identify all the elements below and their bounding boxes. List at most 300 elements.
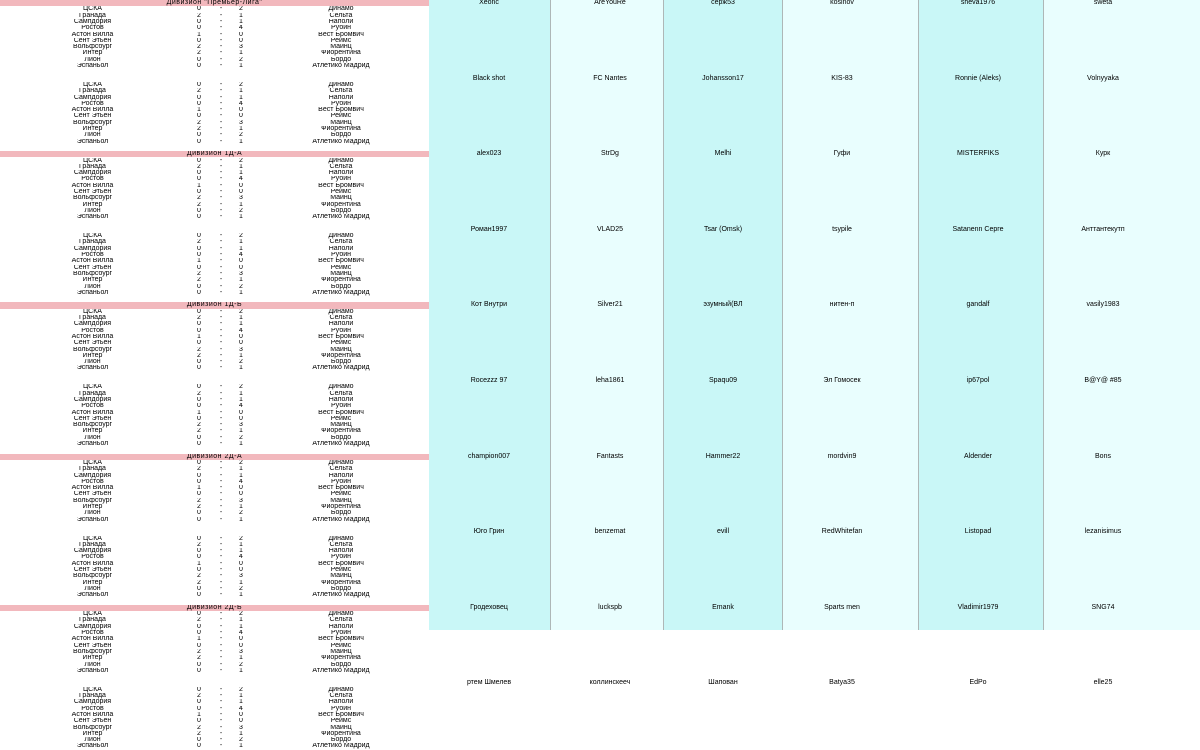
- away-team: Сельта: [329, 390, 353, 397]
- home-score: 0: [197, 233, 201, 240]
- player-name: elle25: [1093, 679, 1113, 687]
- score-dash: -: [219, 504, 223, 510]
- home-score: 0: [197, 535, 201, 542]
- player-name: tsypile: [832, 225, 852, 233]
- away-score: 0: [239, 642, 243, 649]
- home-score: 0: [197, 176, 201, 183]
- away-score: 1: [239, 170, 243, 177]
- home-score: 2: [197, 119, 201, 126]
- away-team: Наполи: [328, 623, 354, 630]
- home-score: 0: [197, 441, 201, 447]
- away-team: Сельта: [329, 541, 353, 548]
- away-team: Рубин: [330, 176, 352, 183]
- score-dash: -: [219, 6, 223, 13]
- away-team: Динамо: [328, 157, 354, 164]
- score-dash: -: [219, 56, 223, 63]
- home-score: 0: [197, 37, 201, 44]
- score-dash: -: [219, 466, 223, 473]
- score-dash: -: [219, 44, 223, 51]
- home-team: ЦСКА: [83, 611, 102, 618]
- away-score: 4: [239, 478, 243, 485]
- home-team: Сент Этьен: [73, 113, 112, 120]
- away-score: 1: [239, 321, 243, 328]
- score-dash: -: [219, 422, 223, 429]
- home-team: Астон Вилла: [71, 258, 114, 265]
- home-team: Астон Вилла: [71, 711, 114, 718]
- away-score: 2: [239, 737, 243, 744]
- away-score: 1: [239, 504, 243, 510]
- home-score: 2: [197, 617, 201, 624]
- score-dash: -: [219, 630, 223, 636]
- away-score: 1: [239, 126, 243, 132]
- home-team: Ростов: [81, 100, 104, 107]
- away-score: 2: [239, 686, 243, 693]
- away-score: 1: [239, 579, 243, 586]
- away-team: Фиорентина: [321, 428, 361, 435]
- home-score: 0: [197, 365, 201, 372]
- player-name: Silver21: [597, 301, 623, 309]
- away-score: 1: [239, 667, 243, 674]
- away-team: Фиорентина: [321, 126, 361, 132]
- home-team: Ростов: [81, 554, 104, 561]
- away-score: 3: [239, 724, 243, 731]
- home-score: 2: [197, 724, 201, 731]
- away-score: 1: [239, 541, 243, 548]
- away-score: 2: [239, 661, 243, 668]
- home-team: Лион: [84, 585, 101, 592]
- home-team: Ростов: [81, 630, 104, 636]
- home-score: 2: [197, 315, 201, 321]
- home-team: Интер: [82, 428, 103, 435]
- away-score: 2: [239, 81, 243, 88]
- away-team: Вест Бромвич: [318, 711, 364, 718]
- away-score: 1: [239, 18, 243, 25]
- player-name: mordvin9: [827, 452, 857, 460]
- home-score: 0: [197, 737, 201, 744]
- away-team: Сельта: [329, 12, 353, 19]
- score-dash: -: [219, 548, 223, 555]
- home-team: Эспаньол: [76, 441, 109, 447]
- home-team: ЦСКА: [83, 6, 102, 13]
- match-row: [0, 592, 1200, 598]
- score-dash: -: [219, 428, 223, 435]
- player-name: Юго Грин: [473, 528, 505, 536]
- away-score: 1: [239, 693, 243, 699]
- away-team: Наполи: [328, 321, 354, 328]
- home-team: Гранада: [79, 617, 106, 624]
- player-name: Курк: [1095, 150, 1111, 158]
- home-team: Сампдория: [73, 396, 112, 403]
- home-team: Сент Этьен: [73, 37, 112, 44]
- home-score: 2: [197, 422, 201, 429]
- away-team: Фиорентина: [321, 504, 361, 510]
- away-team: Бордо: [330, 510, 352, 517]
- home-team: Гранада: [79, 693, 106, 699]
- score-dash: -: [219, 289, 223, 296]
- home-score: 1: [197, 258, 201, 265]
- home-team: Лион: [84, 283, 101, 290]
- home-score: 1: [197, 636, 201, 643]
- score-dash: -: [219, 113, 223, 120]
- home-team: Ростов: [81, 25, 104, 32]
- score-dash: -: [219, 182, 223, 189]
- away-team: Майнц: [330, 44, 352, 51]
- player-name: Tsar (Omsk): [703, 225, 743, 233]
- player-name: Роман1997: [470, 225, 508, 233]
- home-team: Гранада: [79, 541, 106, 548]
- home-score: 0: [197, 289, 201, 296]
- away-team: Реймс: [330, 113, 352, 120]
- away-score: 2: [239, 233, 243, 240]
- home-score: 0: [197, 157, 201, 164]
- score-dash: -: [219, 346, 223, 353]
- away-team: Наполи: [328, 94, 354, 101]
- home-score: 0: [197, 459, 201, 466]
- away-score: 0: [239, 182, 243, 189]
- player-name: эзумный(ВЛ: [703, 301, 743, 309]
- away-team: Майнц: [330, 497, 352, 504]
- score-dash: -: [219, 163, 223, 170]
- home-team: Лион: [84, 661, 101, 668]
- player-name: VLAD25: [596, 225, 624, 233]
- home-team: Астон Вилла: [71, 31, 114, 38]
- score-dash: -: [219, 252, 223, 258]
- home-team: Сент Этьен: [73, 340, 112, 347]
- away-team: Рубин: [330, 25, 352, 32]
- home-score: 0: [197, 554, 201, 561]
- player-name: Johansson17: [702, 74, 744, 82]
- home-team: Вольфсбург: [72, 270, 113, 277]
- away-team: Сельта: [329, 239, 353, 246]
- away-score: 2: [239, 585, 243, 592]
- home-team: Вольфсбург: [72, 346, 113, 353]
- away-team: Атлетико Мадрид: [312, 138, 370, 145]
- home-score: 0: [197, 434, 201, 441]
- away-score: 2: [239, 6, 243, 13]
- away-score: 0: [239, 415, 243, 422]
- away-team: Фиорентина: [321, 201, 361, 208]
- score-dash: -: [219, 718, 223, 725]
- score-dash: -: [219, 617, 223, 624]
- score-dash: -: [219, 472, 223, 479]
- home-team: Вольфсбург: [72, 573, 113, 580]
- away-team: Атлетико Мадрид: [312, 667, 370, 674]
- away-score: 0: [239, 107, 243, 114]
- away-team: Майнц: [330, 573, 352, 580]
- home-score: 0: [197, 661, 201, 668]
- away-team: Динамо: [328, 686, 354, 693]
- away-team: Рубин: [330, 327, 352, 334]
- away-team: Реймс: [330, 642, 352, 649]
- away-score: 2: [239, 56, 243, 63]
- score-dash: -: [219, 308, 223, 315]
- away-team: Атлетико Мадрид: [312, 214, 370, 221]
- player-name: нитен-п: [829, 301, 855, 309]
- player-name: kosinov: [830, 0, 854, 6]
- home-score: 1: [197, 31, 201, 38]
- home-team: ЦСКА: [83, 233, 102, 240]
- player-name: B@Y@ #85: [1084, 377, 1122, 384]
- home-score: 2: [197, 12, 201, 19]
- home-team: ЦСКА: [83, 384, 102, 391]
- home-team: Гранада: [79, 315, 106, 321]
- away-team: Реймс: [330, 264, 352, 271]
- away-score: 1: [239, 730, 243, 737]
- home-team: Астон Вилла: [71, 333, 114, 340]
- away-team: Динамо: [328, 81, 354, 88]
- score-dash: -: [219, 207, 223, 214]
- away-team: Вест Бромвич: [318, 182, 364, 189]
- away-score: 4: [239, 705, 243, 712]
- score-dash: -: [219, 245, 223, 252]
- score-dash: -: [219, 81, 223, 88]
- home-team: Сент Этьен: [73, 718, 112, 725]
- away-score: 3: [239, 44, 243, 51]
- away-score: 0: [239, 189, 243, 195]
- home-team: Сент Этьен: [73, 415, 112, 422]
- home-score: 0: [197, 491, 201, 498]
- home-score: 0: [197, 100, 201, 107]
- away-score: 0: [239, 31, 243, 38]
- away-team: Реймс: [330, 37, 352, 44]
- home-score: 2: [197, 541, 201, 548]
- away-team: Динамо: [328, 459, 354, 466]
- score-dash: -: [219, 189, 223, 195]
- home-team: Вольфсбург: [72, 724, 113, 731]
- away-team: Динамо: [328, 384, 354, 391]
- score-dash: -: [219, 138, 223, 145]
- home-score: 0: [197, 699, 201, 706]
- home-team: Лион: [84, 737, 101, 744]
- player-name: Spaqu09: [708, 377, 738, 384]
- away-score: 2: [239, 283, 243, 290]
- away-team: Сельта: [329, 163, 353, 170]
- player-name: Bons: [1095, 452, 1111, 460]
- away-score: 1: [239, 163, 243, 170]
- home-score: 0: [197, 214, 201, 221]
- home-score: 1: [197, 485, 201, 492]
- score-dash: -: [219, 535, 223, 542]
- score-dash: -: [219, 270, 223, 277]
- home-score: 0: [197, 705, 201, 712]
- away-team: Рубин: [330, 403, 352, 410]
- score-dash: -: [219, 176, 223, 183]
- home-score: 0: [197, 359, 201, 366]
- player-name: Aldender: [963, 452, 993, 460]
- home-team: Эспаньол: [76, 743, 109, 750]
- away-score: 4: [239, 252, 243, 258]
- score-dash: -: [219, 315, 223, 321]
- away-score: 1: [239, 88, 243, 95]
- player-name: Ronnie (Aleks): [955, 74, 1001, 82]
- away-team: Рубин: [330, 100, 352, 107]
- away-score: 1: [239, 516, 243, 523]
- home-score: 2: [197, 573, 201, 580]
- away-score: 3: [239, 648, 243, 655]
- home-team: Эспаньол: [76, 365, 109, 372]
- away-team: Рубин: [330, 252, 352, 258]
- home-team: Интер: [82, 352, 103, 359]
- away-team: Майнц: [330, 119, 352, 126]
- home-score: 2: [197, 88, 201, 95]
- home-team: Сампдория: [73, 472, 112, 479]
- home-score: 0: [197, 63, 201, 69]
- away-score: 2: [239, 359, 243, 366]
- away-team: Наполи: [328, 245, 354, 252]
- away-score: 2: [239, 132, 243, 139]
- away-score: 1: [239, 94, 243, 101]
- home-score: 0: [197, 667, 201, 674]
- away-score: 4: [239, 554, 243, 561]
- away-score: 3: [239, 573, 243, 580]
- away-score: 2: [239, 510, 243, 517]
- away-score: 4: [239, 176, 243, 183]
- home-score: 1: [197, 409, 201, 416]
- away-score: 0: [239, 567, 243, 573]
- home-score: 0: [197, 686, 201, 693]
- away-team: Реймс: [330, 491, 352, 498]
- home-score: 0: [197, 189, 201, 195]
- score-dash: -: [219, 497, 223, 504]
- score-dash: -: [219, 592, 223, 599]
- away-score: 0: [239, 485, 243, 492]
- home-score: 0: [197, 283, 201, 290]
- away-team: Реймс: [330, 340, 352, 347]
- away-score: 1: [239, 138, 243, 145]
- away-score: 2: [239, 157, 243, 164]
- home-score: 2: [197, 693, 201, 699]
- away-team: Реймс: [330, 567, 352, 573]
- home-team: Эспаньол: [76, 214, 109, 221]
- home-score: 2: [197, 390, 201, 397]
- home-team: Эспаньол: [76, 667, 109, 674]
- home-score: 0: [197, 642, 201, 649]
- score-dash: -: [219, 283, 223, 290]
- away-score: 0: [239, 409, 243, 416]
- match-row: [0, 365, 1200, 371]
- home-score: 2: [197, 270, 201, 277]
- home-team: Гранада: [79, 239, 106, 246]
- away-team: Динамо: [328, 611, 354, 618]
- home-score: 0: [197, 308, 201, 315]
- division-title: Дивизион 2Д-Б: [0, 605, 429, 611]
- away-score: 0: [239, 636, 243, 643]
- division-title: Дивизион 2Д-А: [0, 454, 429, 460]
- away-team: Майнц: [330, 648, 352, 655]
- match-row: [0, 441, 1200, 447]
- away-score: 1: [239, 315, 243, 321]
- away-team: Майнц: [330, 346, 352, 353]
- home-team: Ростов: [81, 327, 104, 334]
- away-score: 0: [239, 491, 243, 498]
- score-dash: -: [219, 31, 223, 38]
- score-dash: -: [219, 12, 223, 19]
- home-team: Лион: [84, 132, 101, 139]
- player-name: benzemat: [594, 528, 626, 536]
- away-score: 1: [239, 592, 243, 599]
- player-name: luckspb: [598, 603, 622, 611]
- home-score: 0: [197, 264, 201, 271]
- score-dash: -: [219, 686, 223, 693]
- home-team: Астон Вилла: [71, 560, 114, 567]
- match-row: [0, 63, 1200, 69]
- score-dash: -: [219, 573, 223, 580]
- home-score: 1: [197, 333, 201, 340]
- home-score: 0: [197, 170, 201, 177]
- score-dash: -: [219, 239, 223, 246]
- score-dash: -: [219, 170, 223, 177]
- away-score: 0: [239, 264, 243, 271]
- score-dash: -: [219, 233, 223, 240]
- home-team: Астон Вилла: [71, 409, 114, 416]
- score-dash: -: [219, 667, 223, 674]
- match-row: [0, 668, 1200, 674]
- score-dash: -: [219, 743, 223, 750]
- home-score: 0: [197, 18, 201, 25]
- player-name: Melhi: [714, 150, 732, 158]
- home-team: Астон Вилла: [71, 636, 114, 643]
- away-score: 0: [239, 711, 243, 718]
- away-team: Рубин: [330, 478, 352, 485]
- score-dash: -: [219, 560, 223, 567]
- score-dash: -: [219, 491, 223, 498]
- away-team: Динамо: [328, 535, 354, 542]
- player-name: EdPo: [969, 679, 987, 687]
- home-score: 0: [197, 623, 201, 630]
- home-team: Интер: [82, 277, 103, 284]
- away-score: 0: [239, 113, 243, 120]
- away-score: 4: [239, 630, 243, 636]
- home-score: 2: [197, 466, 201, 473]
- score-dash: -: [219, 321, 223, 328]
- player-name: Анттантекутп: [1081, 225, 1125, 233]
- home-score: 1: [197, 182, 201, 189]
- home-score: 0: [197, 415, 201, 422]
- away-team: Рубин: [330, 630, 352, 636]
- away-score: 2: [239, 384, 243, 391]
- score-dash: -: [219, 585, 223, 592]
- score-dash: -: [219, 359, 223, 366]
- score-dash: -: [219, 258, 223, 265]
- home-team: Сент Этьен: [73, 264, 112, 271]
- home-score: 0: [197, 611, 201, 618]
- away-score: 2: [239, 611, 243, 618]
- away-score: 1: [239, 239, 243, 246]
- home-team: Сампдория: [73, 321, 112, 328]
- away-score: 0: [239, 37, 243, 44]
- player-name: lezanisimus: [1084, 528, 1122, 536]
- score-dash: -: [219, 352, 223, 359]
- score-dash: -: [219, 63, 223, 69]
- away-team: Вест Бромвич: [318, 31, 364, 38]
- away-score: 0: [239, 333, 243, 340]
- away-score: 1: [239, 390, 243, 397]
- away-team: Атлетико Мадрид: [312, 441, 370, 447]
- home-team: Интер: [82, 730, 103, 737]
- home-team: Сампдория: [73, 18, 112, 25]
- player-name: Volnyyaka: [1087, 74, 1119, 82]
- player-name: Кот Внутри: [470, 301, 507, 309]
- score-dash: -: [219, 648, 223, 655]
- home-team: ЦСКА: [83, 459, 102, 466]
- home-score: 0: [197, 403, 201, 410]
- player-name: sheva1976: [960, 0, 996, 6]
- score-dash: -: [219, 485, 223, 492]
- home-score: 2: [197, 504, 201, 510]
- player-name: Xeonc: [479, 0, 499, 6]
- away-team: Реймс: [330, 415, 352, 422]
- away-score: 1: [239, 743, 243, 750]
